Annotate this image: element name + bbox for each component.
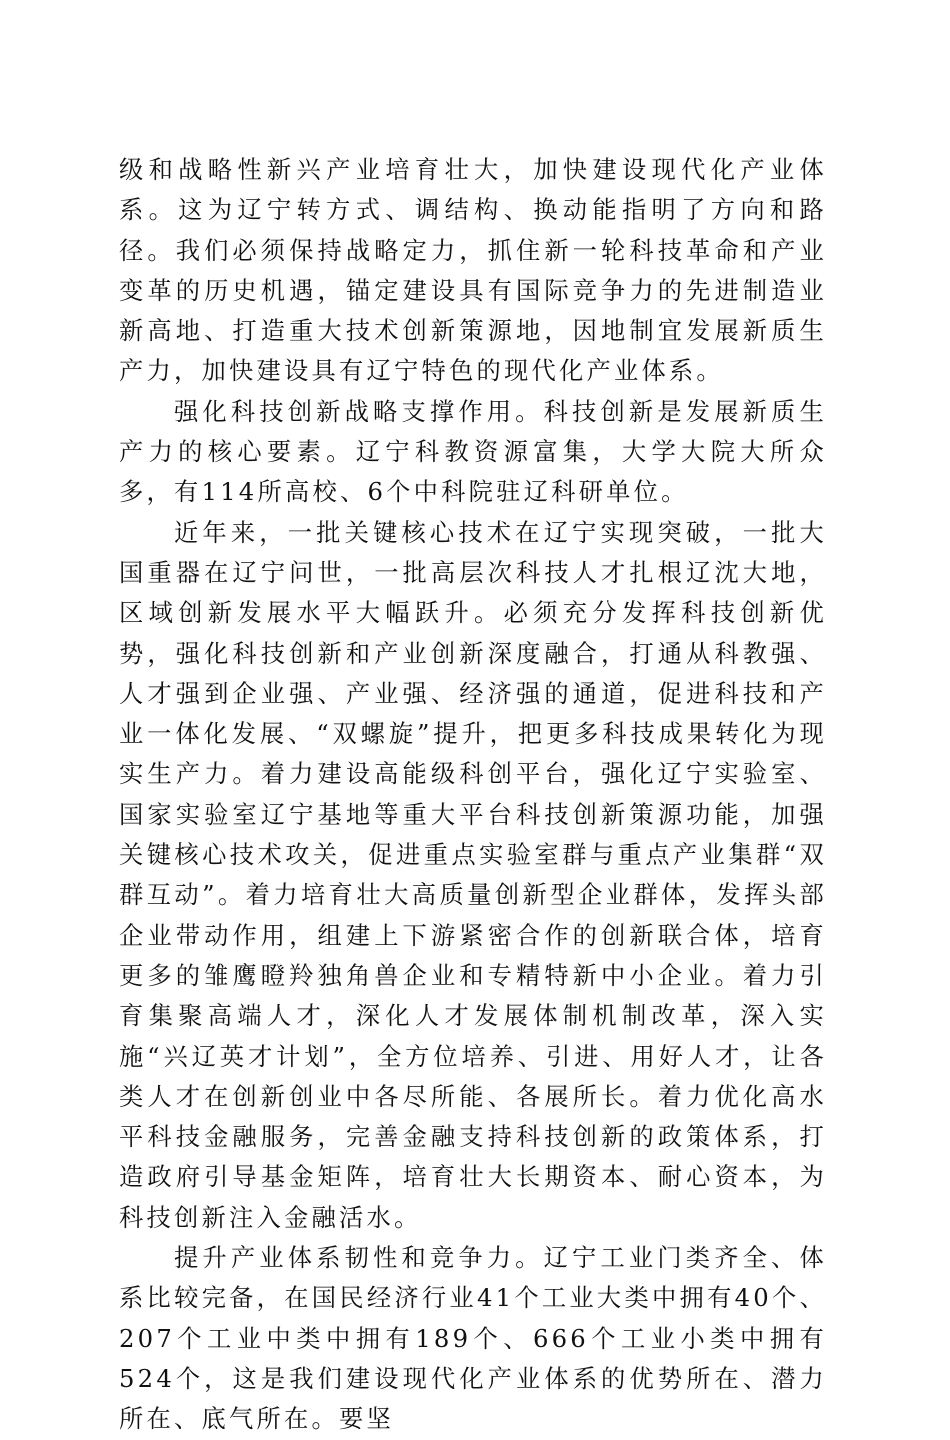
paragraph-1: 级和战略性新兴产业培育壮大，加快建设现代化产业体系。这为辽宁转方式、调结构、换动能指明了方向和路径。我们必须保持战略定力，抓住新一轮科技革命和产业变革的历史机遇，锚定建设具有国际竞争力的先进制造业新高地、打造重大技术创新策源地，因地制宜发展新质生产力，加快建设具有辽宁特色的现代化产业体系。 <box>119 155 827 386</box>
paragraph-3: 近年来，一批关键核心技术在辽宁实现突破，一批大国重器在辽宁问世，一批高层次科技人才扎根辽沈大地，区域创新发展水平大幅跃升。必须充分发挥科技创新优势，强化科技创新和产业创新深度融合，打通从科教强、人才强到企业强、产业强、经济强的通道，促进科技和产业一体化发展、“双螺旋”提升，把更多科技成果转化为现实生产力。着力建设高能级科创平台，强化辽宁实验室、国家实验室辽宁基地等重大平台科技创新策源功能，加强关键核心技术攻关，促进重点实验室群与重点产业集群“双群互动”。着力培育壮大高质量创新型企业群体，发挥头部企业带动作用，组建上下游紧密合作的创新联合体，培育更多的雏鹰瞪羚独角兽企业和专精特新中小企业。着力引育集聚高端人才，深化人才发展体制机制改革，深入实施“兴辽英才计划”，全方位培养、引进、用好人才，让各类人才在创新创业中各尽所能、各展所长。着力优化高水平科技金融服务，完善金融支持科技创新的政策体系，打造政府引导基金矩阵，培育壮大长期资本、耐心资本，为科技创新注入金融活水。 <box>119 517 827 1232</box>
paragraph-4: 提升产业体系韧性和竞争力。辽宁工业门类齐全、体系比较完备，在国民经济行业41个工业大类中拥有40个、207个工业中类中拥有189个、666个工业小类中拥有524个，这是我们建设现代化产业体系的优势所在、潜力所在、底气所在。要坚 <box>119 1243 827 1434</box>
paragraph-2: 强化科技创新战略支撑作用。科技创新是发展新质生产力的核心要素。辽宁科教资源富集，大学大院大所众多，有114所高校、6个中科院驻辽科研单位。 <box>119 396 827 507</box>
document-body <box>119 150 827 1440</box>
